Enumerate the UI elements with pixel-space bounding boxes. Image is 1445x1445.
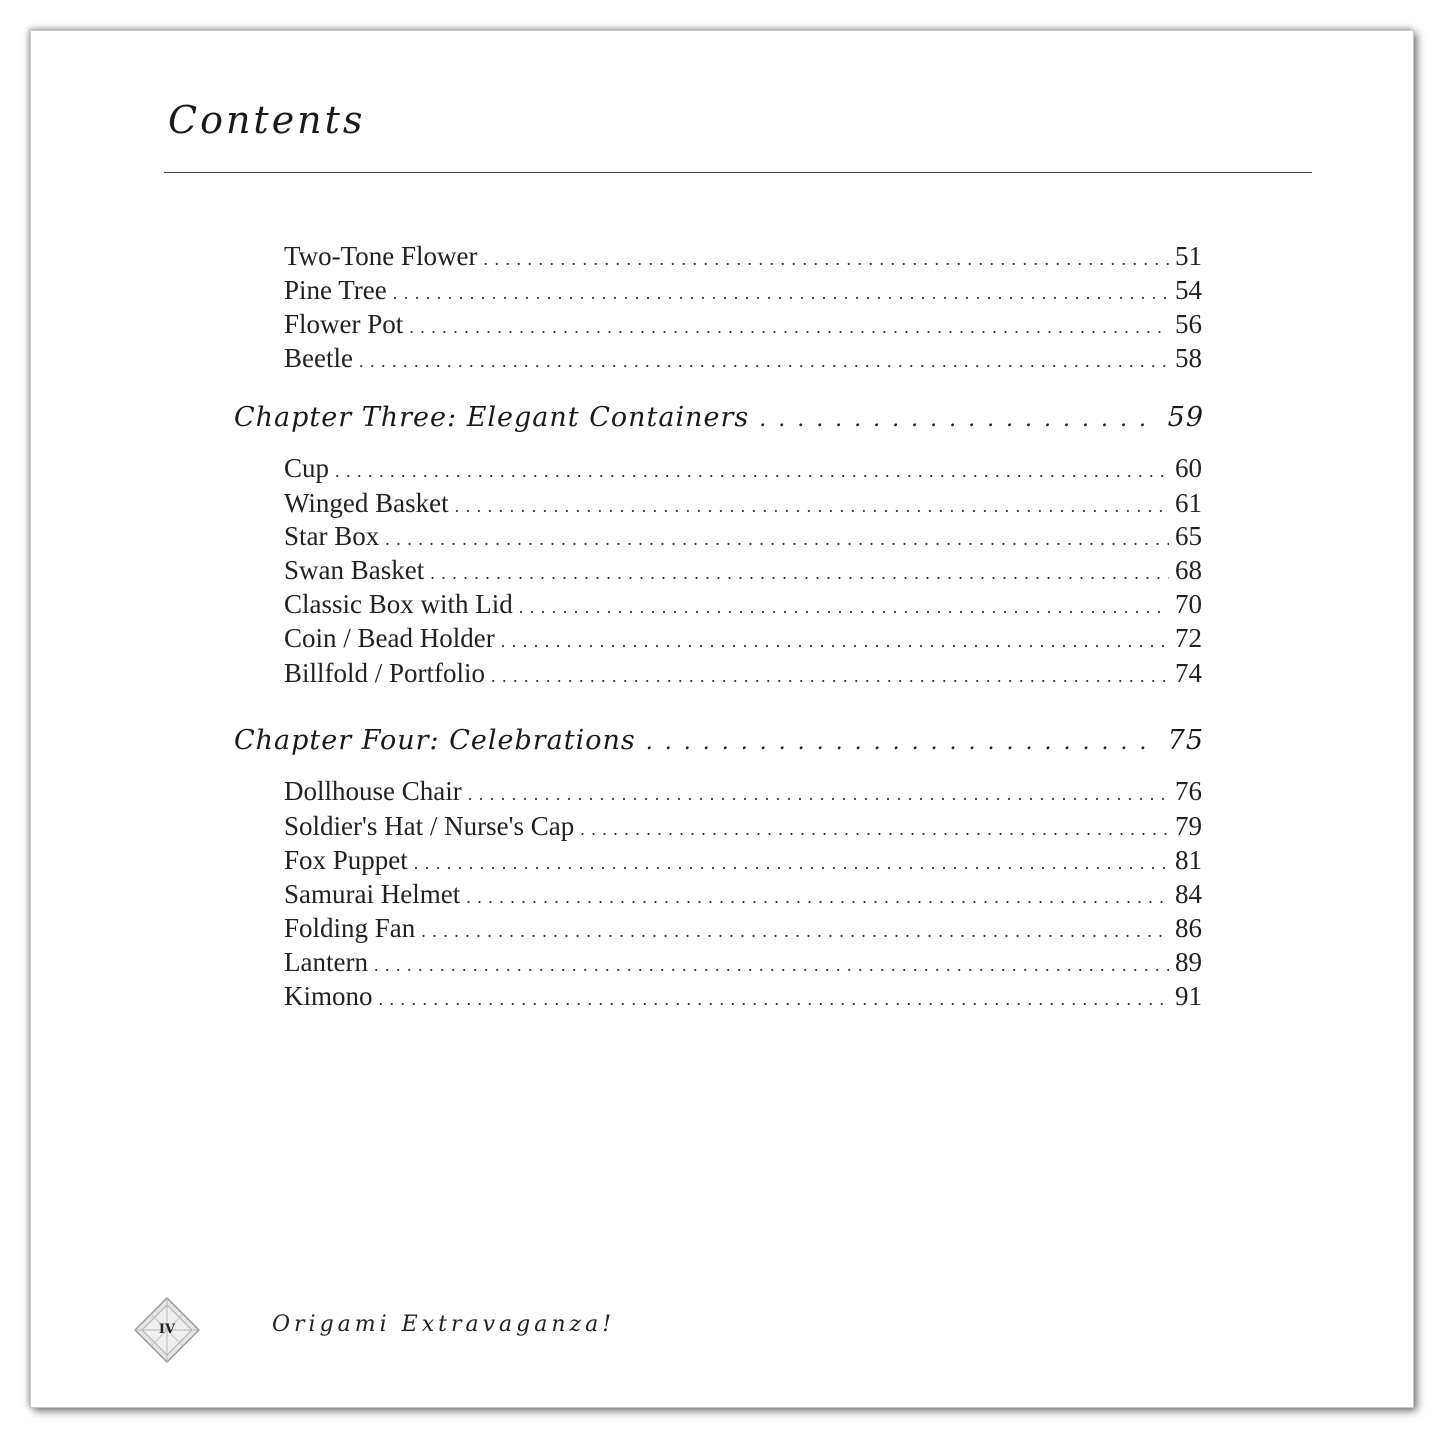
toc-entry-title: Coin / Bead Holder: [284, 623, 495, 653]
toc-entry-page: 76: [1175, 776, 1202, 806]
toc-entry-title: Beetle: [284, 343, 353, 373]
page-title: Contents: [168, 98, 366, 142]
toc-entry-title: Cup: [284, 453, 330, 483]
dot-leader: [430, 557, 1169, 589]
toc-entry-page: 81: [1175, 845, 1202, 875]
toc-entry-page: 84: [1175, 879, 1202, 909]
dot-leader: [414, 847, 1169, 879]
toc-entry-page: 72: [1175, 623, 1202, 653]
dot-leader: [379, 983, 1169, 1015]
toc-entry-page: 61: [1175, 488, 1202, 518]
toc-entry-title: Billfold / Portfolio: [284, 658, 486, 688]
toc-entry: [284, 588, 1202, 620]
toc-entry-title: Dollhouse Chair: [284, 776, 462, 806]
dot-leader: [491, 660, 1169, 692]
dot-leader: [393, 277, 1169, 309]
toc-entry-title: Classic Box with Lid: [284, 589, 513, 619]
toc-entry: [284, 622, 1202, 654]
toc-entry-title: Winged Basket: [284, 488, 449, 518]
toc-entry: [284, 240, 1202, 272]
dot-leader: [374, 949, 1169, 981]
toc-entry: [284, 657, 1202, 689]
toc-chapter: [234, 400, 1204, 436]
toc-entry-page: 56: [1175, 309, 1202, 339]
toc-entry-page: 58: [1175, 343, 1202, 373]
toc-chapter-page: 59: [1167, 402, 1204, 433]
dot-leader: [483, 243, 1169, 275]
book-page: [30, 30, 1414, 1408]
dot-leader: [385, 523, 1169, 555]
toc-entry: [284, 946, 1202, 978]
toc-entry: [284, 810, 1202, 842]
dot-leader: [335, 455, 1169, 487]
page-number: IV: [158, 1322, 176, 1337]
running-footer-title: Origami Extravaganza!: [272, 1312, 616, 1337]
toc-entry-title: Pine Tree: [284, 275, 387, 305]
toc-entry-page: 91: [1175, 981, 1202, 1011]
toc-entry: [284, 554, 1202, 586]
toc-entry-page: 68: [1175, 555, 1202, 585]
toc-entry: [284, 980, 1202, 1012]
toc-entry-page: 65: [1175, 521, 1202, 551]
toc-entry: [284, 452, 1202, 484]
toc-entry-page: 79: [1175, 811, 1202, 841]
toc-entry-title: Samurai Helmet: [284, 879, 461, 909]
dot-leader: [501, 625, 1169, 657]
dot-leader: [409, 311, 1169, 343]
dot-leader: [468, 778, 1169, 810]
toc-entry: [284, 775, 1202, 807]
toc-entry-page: 86: [1175, 913, 1202, 943]
toc-entry-page: 70: [1175, 589, 1202, 619]
dot-leader: [466, 881, 1169, 913]
toc-entry: [284, 274, 1202, 306]
toc-chapter-title: Chapter Three: Elegant Containers: [234, 402, 750, 433]
toc-chapter-page: 75: [1167, 725, 1204, 756]
dot-leader: [580, 813, 1169, 845]
toc-entry: [284, 912, 1202, 944]
toc-entry-page: 60: [1175, 453, 1202, 483]
toc-entry: [284, 342, 1202, 374]
dot-leader: [359, 345, 1169, 377]
toc-entry-title: Fox Puppet: [284, 845, 408, 875]
toc-entry: [284, 844, 1202, 876]
toc-entry-title: Soldier's Hat / Nurse's Cap: [284, 811, 575, 841]
dot-leader: [646, 725, 1158, 761]
toc-entry-title: Swan Basket: [284, 555, 425, 585]
toc-entry-title: Flower Pot: [284, 309, 404, 339]
toc-entry-page: 89: [1175, 947, 1202, 977]
header-rule: [164, 172, 1312, 173]
toc-entry-title: Kimono: [284, 981, 373, 1011]
toc-entry: [284, 308, 1202, 340]
toc-entry-title: Star Box: [284, 521, 380, 551]
toc-entry-page: 51: [1175, 241, 1202, 271]
toc-entry: [284, 487, 1202, 519]
toc-entry: [284, 878, 1202, 910]
toc-entry-title: Two-Tone Flower: [284, 241, 478, 271]
page-number-badge: [134, 1297, 200, 1363]
toc-entry-title: Lantern: [284, 947, 368, 977]
toc-entry: [284, 520, 1202, 552]
dot-leader: [455, 490, 1169, 522]
toc-entry-title: Folding Fan: [284, 913, 416, 943]
dot-leader: [519, 591, 1169, 623]
toc-chapter: [234, 723, 1204, 759]
toc-entry-page: 74: [1175, 658, 1202, 688]
dot-leader: [421, 915, 1169, 947]
toc-entry-page: 54: [1175, 275, 1202, 305]
toc-chapter-title: Chapter Four: Celebrations: [234, 725, 636, 756]
dot-leader: [759, 402, 1157, 438]
